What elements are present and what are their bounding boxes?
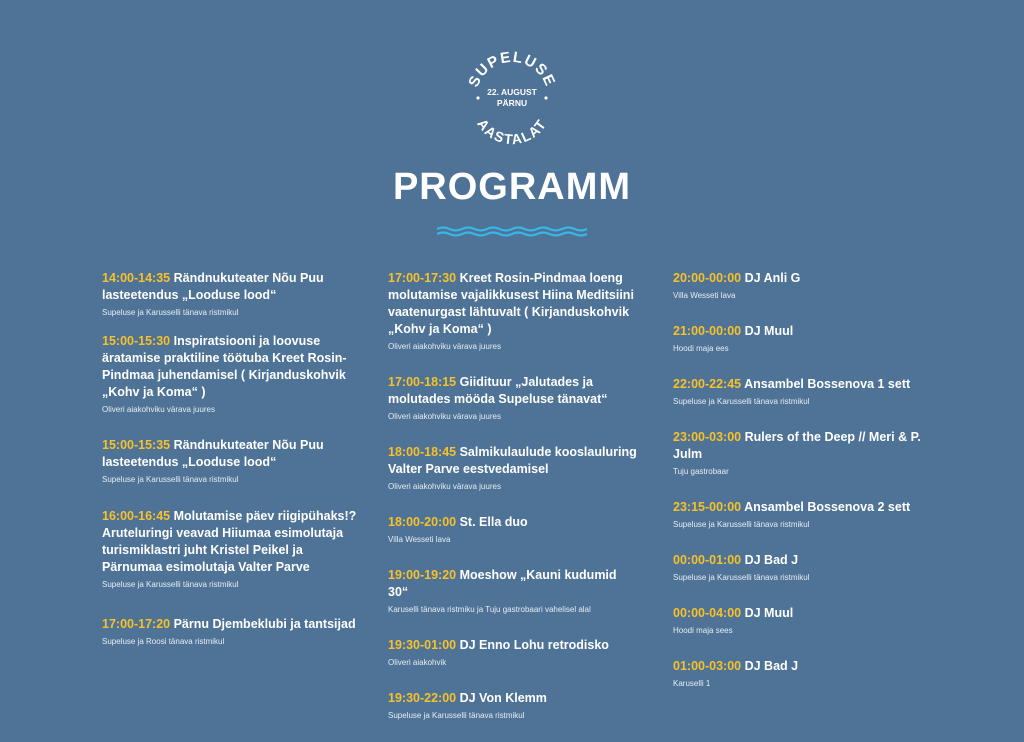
program-event bbox=[102, 508, 364, 590]
event-title-line bbox=[102, 333, 364, 401]
event-time: 15:00-15:30 bbox=[102, 334, 171, 348]
logo-dot-left bbox=[476, 96, 479, 99]
event-time: 14:00-14:35 bbox=[102, 271, 171, 285]
event-time: 00:00-04:00 bbox=[673, 606, 742, 620]
event-title-line bbox=[673, 429, 933, 463]
program-column-1 bbox=[102, 270, 364, 647]
program-column-3 bbox=[673, 270, 933, 689]
event-title-line bbox=[102, 616, 364, 633]
event-location: Villa Wesseti lava bbox=[388, 535, 451, 544]
event-name: DJ Bad J bbox=[744, 659, 799, 673]
event-name: Giidituur „Jalutades ja molutades mööda Supeluse tänavat“ bbox=[388, 375, 608, 406]
event-time: 17:00-17:20 bbox=[102, 617, 171, 631]
event-time: 19:30-22:00 bbox=[388, 691, 457, 705]
program-event bbox=[388, 270, 638, 352]
program-event bbox=[673, 323, 933, 354]
event-time: 23:00-03:00 bbox=[673, 430, 742, 444]
event-title-line bbox=[673, 376, 933, 393]
event-time: 20:00-00:00 bbox=[673, 271, 742, 285]
event-location: Supeluse ja Karusselli tänava ristmikul bbox=[673, 520, 810, 529]
event-location: Oliveri aiakohvik bbox=[388, 658, 447, 667]
svg-text:SUPELUSE bbox=[465, 49, 559, 90]
program-event bbox=[388, 690, 638, 721]
event-name: Ansambel Bossenova 2 sett bbox=[744, 500, 911, 514]
event-name: Kreet Rosin-Pindmaa loeng molutamise vajalikkusest Hiina Meditsiini vaatenurgast lähtuvalt ( Kirjanduskohvik „Kohv ja Koma“ ) bbox=[388, 271, 634, 336]
program-column-2 bbox=[388, 270, 638, 721]
event-name: Rulers of the Deep // Meri & P. Julm bbox=[673, 430, 921, 461]
svg-text:AASTALAT bbox=[474, 116, 550, 148]
event-location: Supeluse ja Roosi tänava ristmikul bbox=[102, 637, 225, 646]
event-title-line bbox=[102, 508, 364, 576]
event-time: 01:00-03:00 bbox=[673, 659, 742, 673]
logo-bottom-text: AASTALAT bbox=[474, 115, 550, 148]
program-event bbox=[102, 270, 364, 318]
program-event bbox=[388, 637, 638, 668]
logo-date: 22. AUGUST bbox=[487, 87, 537, 97]
event-title-line bbox=[673, 270, 933, 287]
logo-dot-right bbox=[544, 96, 547, 99]
event-time: 16:00-16:45 bbox=[102, 509, 171, 523]
event-name: DJ Bad J bbox=[744, 553, 799, 567]
event-name: Salmikulaulude kooslauluring Valter Parve eestvedamisel bbox=[388, 445, 637, 476]
event-name: DJ Von Klemm bbox=[459, 691, 547, 705]
logo-top-text: SUPELUSE bbox=[465, 48, 559, 90]
event-name: St. Ella duo bbox=[459, 515, 528, 529]
event-name: Rändnukuteater Nõu Puu lasteetendus „Looduse lood“ bbox=[102, 271, 324, 302]
event-location: Supeluse ja Karusselli tänava ristmikul bbox=[102, 475, 239, 484]
program-event bbox=[673, 552, 933, 583]
event-name: Ansambel Bossenova 1 sett bbox=[744, 377, 911, 391]
event-time: 19:30-01:00 bbox=[388, 638, 457, 652]
event-title-line bbox=[673, 552, 933, 569]
event-title-line bbox=[388, 637, 638, 654]
event-name: Inspiratsiooni ja loovuse äratamise praktiline töötuba Kreet Rosin-Pindmaa juhendamisel ( Kirjanduskohvik „Kohv ja Koma“ ) bbox=[102, 334, 347, 399]
event-name: DJ Anli G bbox=[744, 271, 801, 285]
event-title-line bbox=[673, 323, 933, 340]
event-title-line bbox=[388, 270, 638, 338]
event-location: Villa Wesseti lava bbox=[673, 291, 736, 300]
event-title-line bbox=[102, 437, 364, 471]
event-title-line bbox=[388, 567, 638, 601]
event-title-line bbox=[673, 658, 933, 675]
program-event bbox=[673, 270, 933, 301]
event-time: 00:00-01:00 bbox=[673, 553, 742, 567]
event-title-line bbox=[673, 605, 933, 622]
event-location: Supeluse ja Karusselli tänava ristmikul bbox=[102, 580, 239, 589]
program-event bbox=[673, 429, 933, 477]
program-event bbox=[102, 333, 364, 415]
event-location: Hoodi maja sees bbox=[673, 626, 733, 635]
event-location: Oliveri aiakohviku värava juures bbox=[102, 405, 215, 414]
program-event bbox=[673, 658, 933, 689]
event-location: Oliveri aiakohviku värava juures bbox=[388, 342, 501, 351]
event-title-line bbox=[388, 444, 638, 478]
wave-divider bbox=[437, 225, 587, 237]
event-time: 17:00-18:15 bbox=[388, 375, 457, 389]
event-time: 18:00-18:45 bbox=[388, 445, 457, 459]
page-title: PROGRAMM bbox=[392, 166, 632, 208]
event-title-line bbox=[388, 690, 638, 707]
program-event bbox=[388, 567, 638, 615]
logo-city: PÄRNU bbox=[496, 98, 528, 108]
event-location: Tuju gastrobaar bbox=[673, 467, 729, 476]
event-time: 17:00-17:30 bbox=[388, 271, 457, 285]
event-logo bbox=[462, 48, 562, 148]
program-event bbox=[102, 437, 364, 485]
program-event bbox=[102, 616, 364, 647]
program-event bbox=[388, 444, 638, 492]
event-logo-seal bbox=[462, 48, 562, 148]
event-title-line bbox=[388, 374, 638, 408]
event-time: 22:00-22:45 bbox=[673, 377, 742, 391]
event-location: Supeluse ja Karusselli tänava ristmikul bbox=[388, 711, 525, 720]
event-name: Pärnu Djembeklubi ja tantsijad bbox=[173, 617, 356, 631]
event-name: DJ Enno Lohu retrodisko bbox=[459, 638, 609, 652]
event-location: Supeluse ja Karusselli tänava ristmikul bbox=[102, 308, 239, 317]
event-title-line bbox=[102, 270, 364, 304]
event-time: 19:00-19:20 bbox=[388, 568, 457, 582]
program-event bbox=[388, 514, 638, 545]
event-name: Moeshow „Kauni kudumid 30“ bbox=[388, 568, 617, 599]
program-event bbox=[673, 376, 933, 407]
event-name: Rändnukuteater Nõu Puu lasteetendus „Looduse lood“ bbox=[102, 438, 324, 469]
program-event bbox=[673, 605, 933, 636]
event-location: Oliveri aiakohviku värava juures bbox=[388, 482, 501, 491]
event-name: DJ Muul bbox=[744, 606, 794, 620]
event-location: Hoodi maja ees bbox=[673, 344, 729, 353]
event-name: Molutamise päev riigipühaks!? Aruteluringi veavad Hiiumaa esimolutaja turismiklastri juht Kristel Peikel ja Pärnumaa esimolutaja Valter Parve bbox=[102, 509, 357, 574]
event-location: Supeluse ja Karusselli tänava ristmikul bbox=[673, 397, 810, 406]
event-location: Karuselli tänava ristmiku ja Tuju gastrobaari vahelisel alal bbox=[388, 605, 591, 614]
event-time: 18:00-20:00 bbox=[388, 515, 457, 529]
event-location: Supeluse ja Karusselli tänava ristmikul bbox=[673, 573, 810, 582]
program-event bbox=[673, 499, 933, 530]
event-location: Karuselli 1 bbox=[673, 679, 711, 688]
event-title-line bbox=[673, 499, 933, 516]
event-time: 21:00-00:00 bbox=[673, 324, 742, 338]
event-time: 23:15-00:00 bbox=[673, 500, 742, 514]
event-name: DJ Muul bbox=[744, 324, 794, 338]
event-time: 15:00-15:35 bbox=[102, 438, 171, 452]
event-title-line bbox=[388, 514, 638, 531]
event-location: Oliveri aiakohviku värava juures bbox=[388, 412, 501, 421]
program-event bbox=[388, 374, 638, 422]
